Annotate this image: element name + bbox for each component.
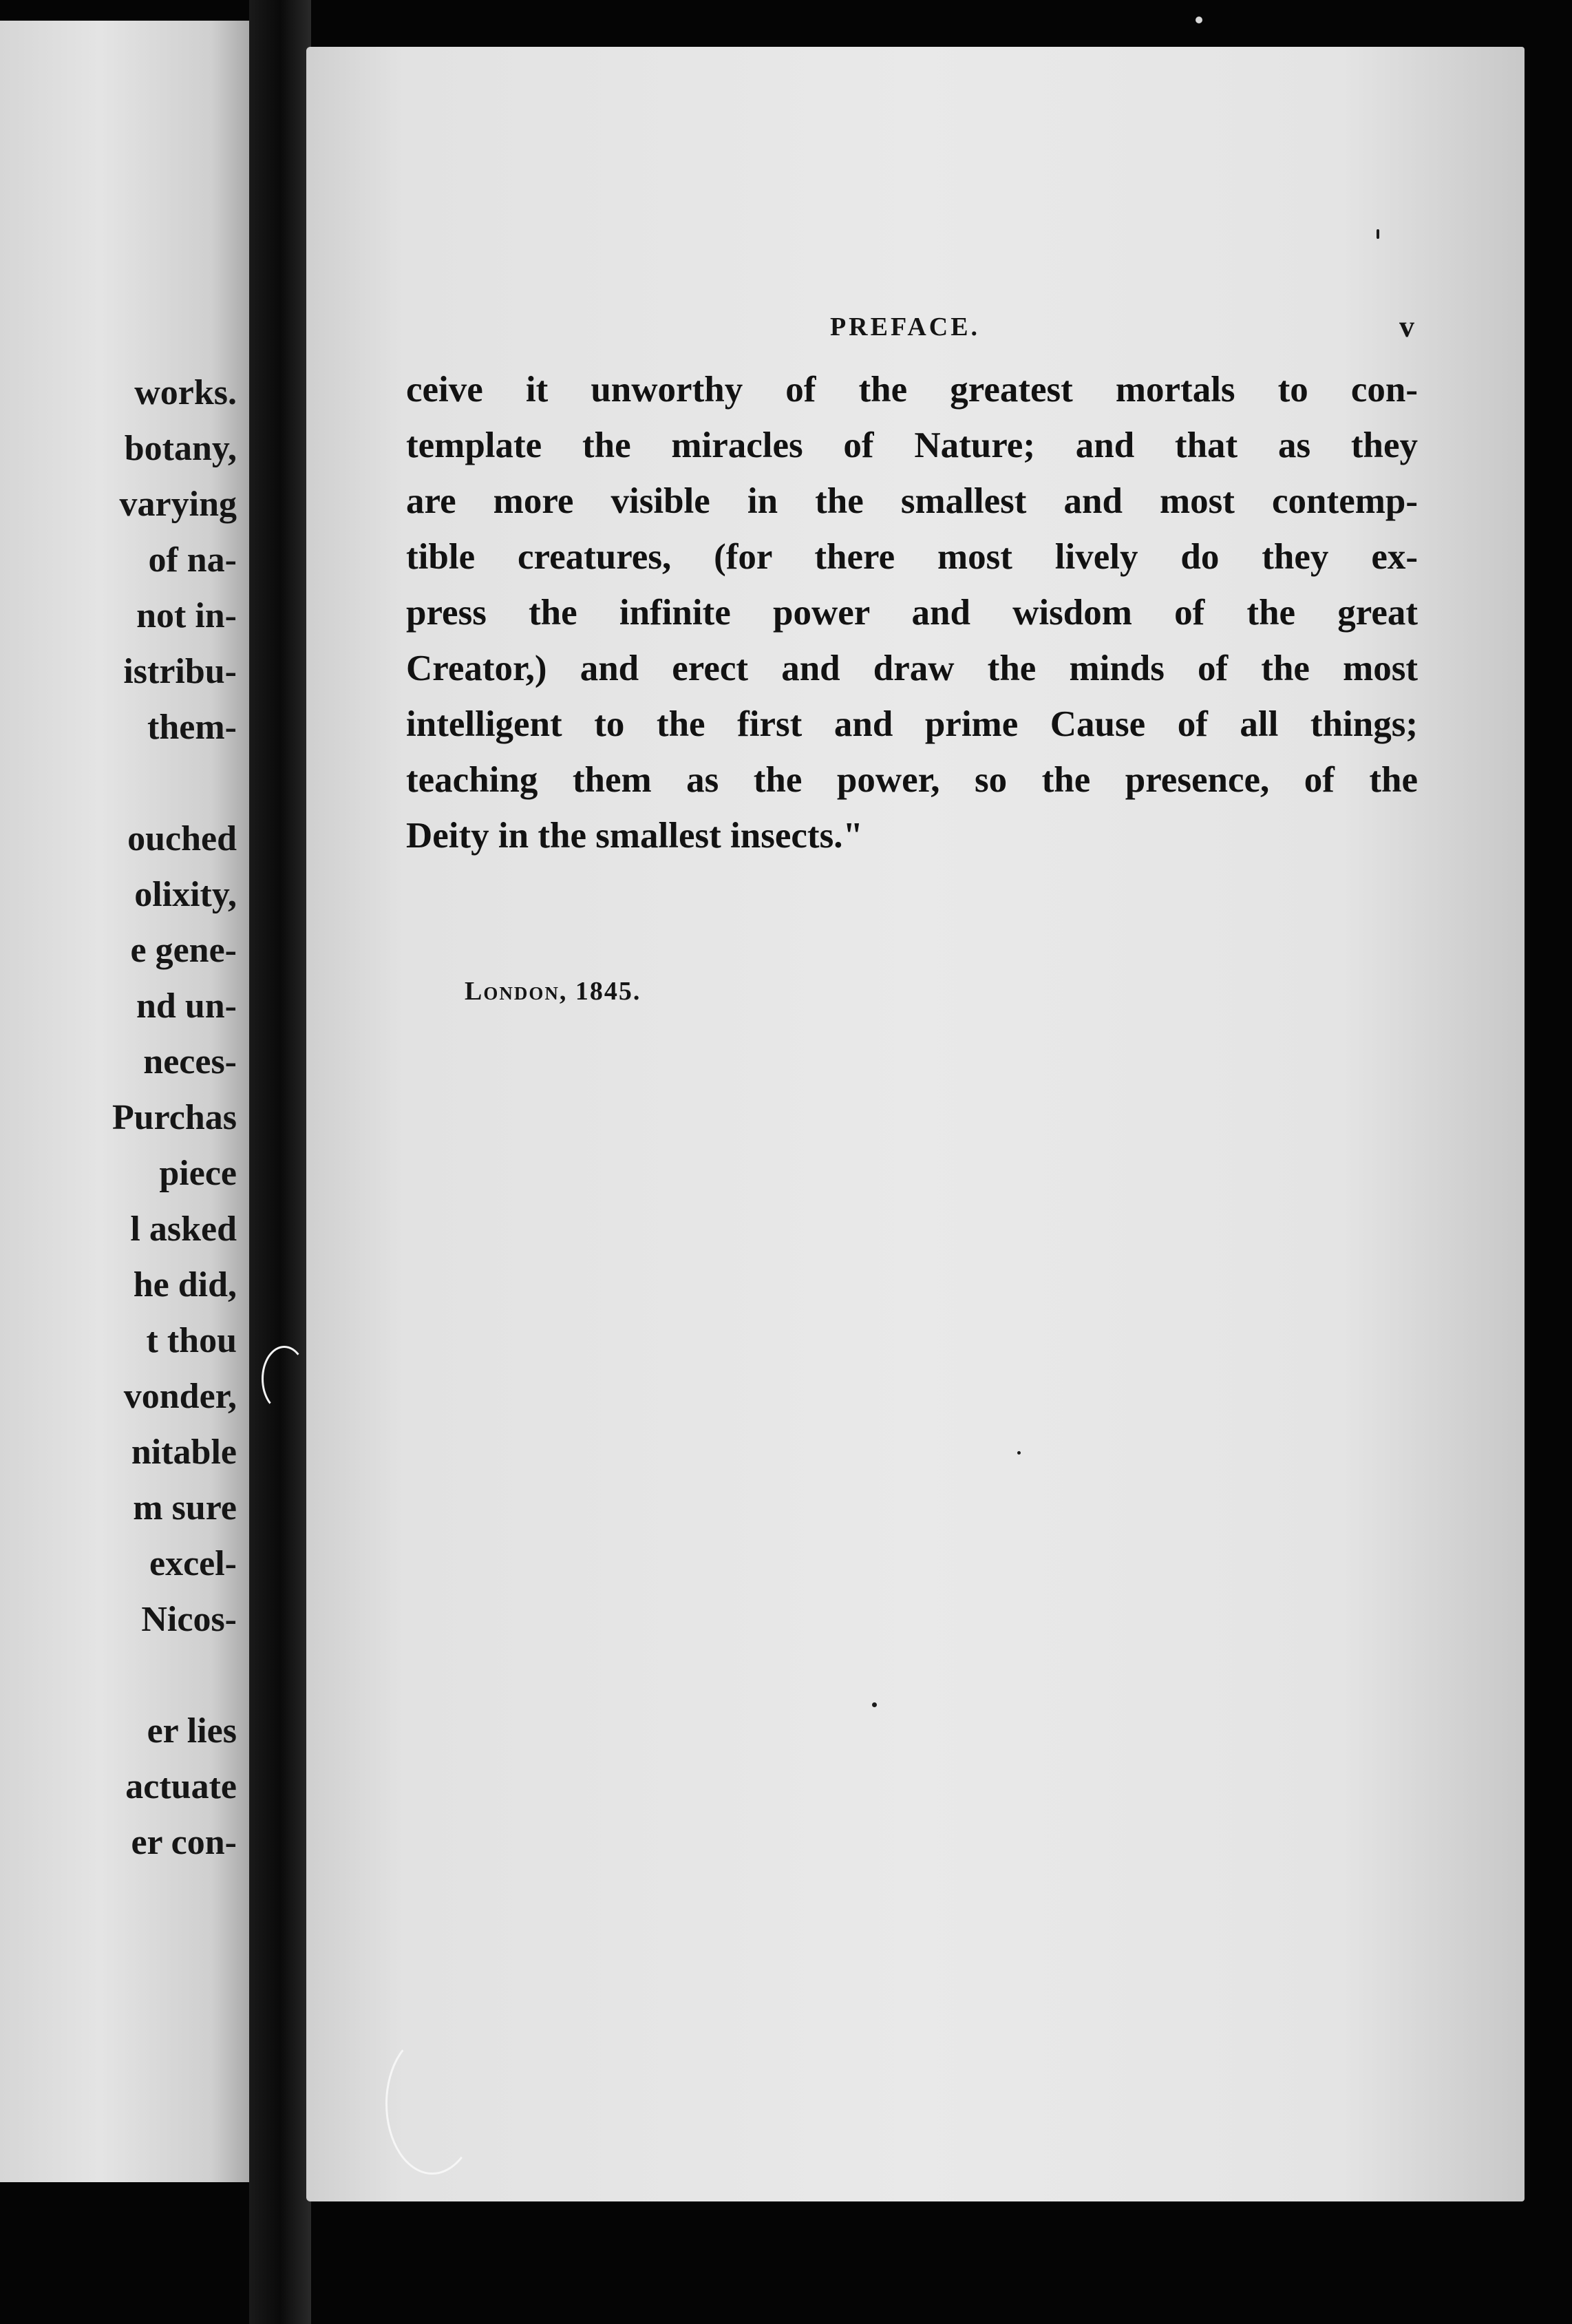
- text-line: piece: [159, 1154, 237, 1193]
- text-line: he did,: [133, 1265, 237, 1304]
- body-line: tible creatures, (for there most lively do they ex-: [406, 537, 1418, 577]
- imprint-year: 1845.: [575, 977, 641, 1006]
- running-head: [396, 305, 1414, 346]
- body-line: teaching them as the power, so the presence, of the: [406, 760, 1418, 800]
- text-line: l asked: [130, 1209, 237, 1249]
- text-line: actuate: [125, 1767, 237, 1806]
- imprint: [465, 976, 641, 1006]
- scan-smudge: [262, 1346, 307, 1412]
- text-line: neces-: [143, 1042, 237, 1081]
- body-line: Creator,) and erect and draw the minds of the most: [406, 648, 1418, 688]
- text-line: Purchas: [111, 1098, 237, 1137]
- body-line: are more visible in the smallest and most contemp-: [406, 481, 1418, 521]
- text-line: e gene-: [130, 931, 237, 970]
- imprint-place: London,: [465, 977, 568, 1006]
- scan-speck: [1196, 17, 1202, 23]
- text-line: not in-: [136, 596, 237, 635]
- text-line: olixity,: [134, 875, 237, 914]
- text-line: Nicos-: [141, 1600, 237, 1639]
- text-line: m sure: [133, 1488, 237, 1528]
- scan-speck: [1377, 229, 1379, 239]
- preface-page: [306, 47, 1525, 2201]
- body-line: intelligent to the first and prime Cause of all things;: [406, 704, 1418, 744]
- text-line: nitable: [131, 1433, 237, 1472]
- paragraph-gap: [112, 755, 237, 811]
- text-line: er lies: [147, 1711, 237, 1751]
- text-line: them-: [147, 708, 237, 747]
- running-title: PREFACE.: [829, 313, 981, 341]
- body-line: press the infinite power and wisdom of the great: [406, 593, 1418, 633]
- text-line: varying: [119, 485, 237, 524]
- previous-page-fragment: [0, 21, 249, 2182]
- preface-body: [406, 362, 1418, 864]
- text-line: istribu-: [123, 652, 237, 691]
- text-line: ouched: [127, 819, 237, 858]
- text-line: of na-: [148, 540, 237, 580]
- paragraph-gap: [112, 1647, 237, 1703]
- binding-gutter: [249, 0, 311, 2324]
- scan-speck: [872, 1702, 877, 1707]
- text-line: works.: [134, 373, 237, 412]
- text-line: vonder,: [123, 1377, 237, 1416]
- body-line: Deity in the smallest insects.": [406, 816, 863, 856]
- previous-page-text: [112, 365, 237, 1870]
- text-line: excel-: [149, 1544, 237, 1583]
- page-number: v: [1399, 310, 1414, 344]
- scan-speck: [1017, 1451, 1021, 1455]
- scan-smudge: [385, 2033, 479, 2175]
- text-line: er con-: [131, 1823, 237, 1862]
- text-line: t thou: [146, 1321, 237, 1360]
- text-line: botany,: [124, 429, 237, 468]
- body-line: ceive it unworthy of the greatest mortals to con-: [406, 370, 1418, 410]
- text-line: nd un-: [136, 986, 237, 1026]
- body-line: template the miracles of Nature; and that as they: [406, 425, 1418, 465]
